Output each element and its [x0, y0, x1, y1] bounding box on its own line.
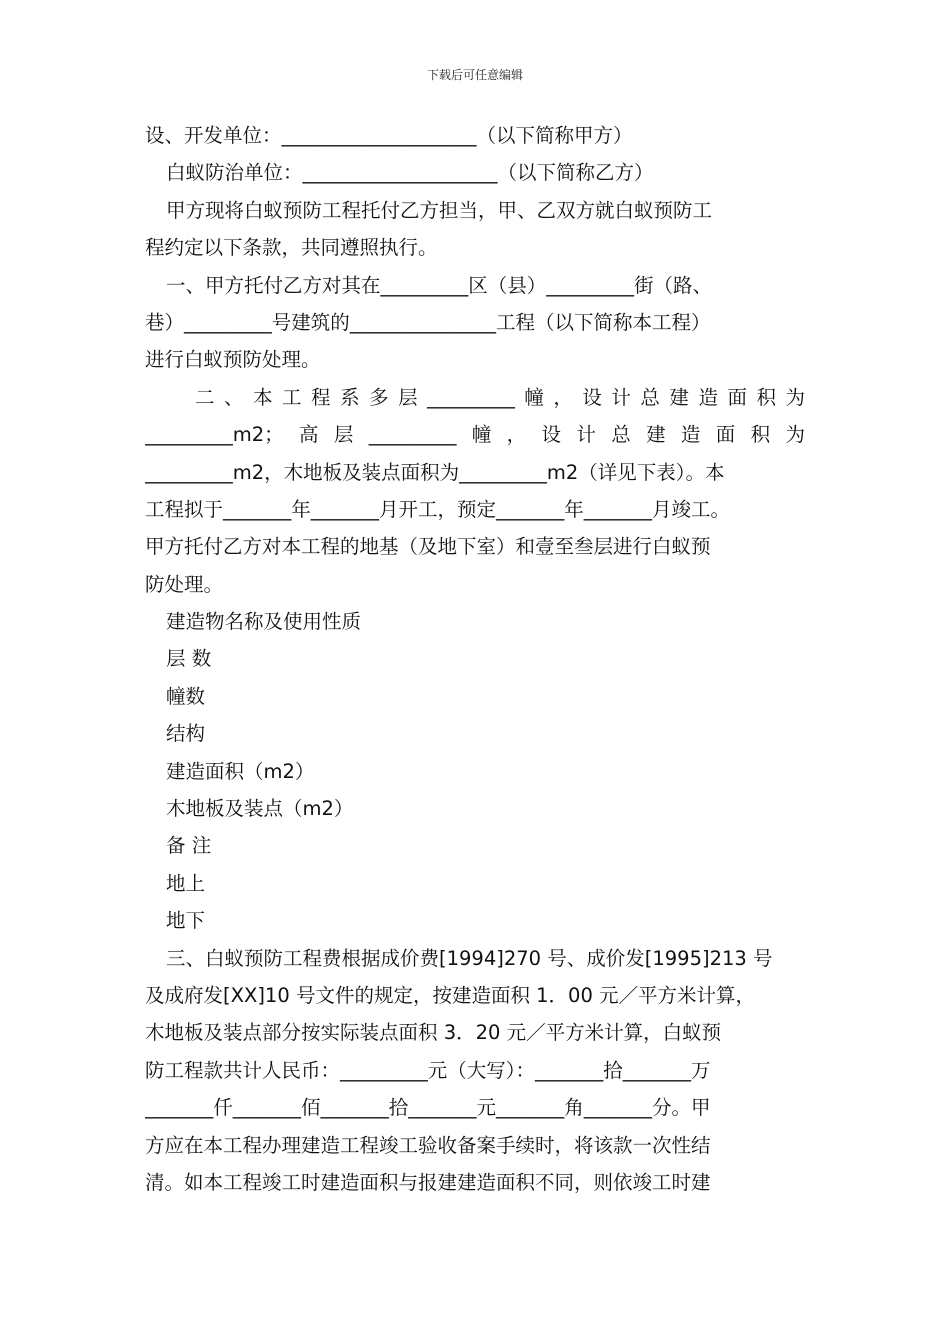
- document-line: 清。如本工程竣工时建造面积与报建建造面积不同，则依竣工时建: [145, 1170, 711, 1194]
- document-line: 工程拟于_______年_______月开工，预定_______年_______月竣工。: [145, 497, 731, 521]
- document-line: _______仟_______佰_______拾_______元_______角_______分。甲: [145, 1096, 711, 1120]
- document-line: 进行白蚁预防处理。: [145, 348, 321, 372]
- document-line: 甲方托付乙方对本工程的地基（及地下室）和壹至叁层进行白蚁预: [145, 535, 711, 559]
- document-body: [145, 117, 805, 1201]
- document-line: 建造物名称及使用性质: [166, 610, 362, 634]
- document-line: 木地板及装点部分按实际装点面积 3．20 元／平方米计算，白蚁预: [145, 1021, 722, 1045]
- document-line: 白蚁防治单位：____________________（以下简称乙方）: [166, 161, 654, 185]
- document-line: 方应在本工程办理建造工程竣工验收备案手续时，将该款一次性结: [145, 1133, 711, 1157]
- document-line: 备 注: [166, 834, 212, 858]
- document-line: 二、本工程系多层_________幢，设计总建造面积为: [195, 385, 805, 409]
- document-line: 防处理。: [145, 572, 224, 596]
- document-line: 程约定以下条款，共同遵照执行。: [145, 236, 438, 260]
- page-header: 下载后可任意编辑: [426, 68, 523, 82]
- document-line: 三、白蚁预防工程费根据成价费[1994]270 号、成价发[1995]213 号: [166, 946, 773, 970]
- document-line: 结构: [166, 722, 206, 746]
- document-line: 巷）_________号建筑的_______________工程（以下简称本工程）: [145, 310, 711, 334]
- document-line: 防工程款共计人民币：_________元（大写）：_______拾_______万: [145, 1058, 711, 1082]
- document-line: 幢数: [166, 684, 206, 708]
- document-line: 建造面积（m2）: [166, 759, 315, 783]
- document-line: 一、甲方托付乙方对其在_________区（县）_________街（路、: [166, 273, 713, 297]
- document-line: 及成府发[XX]10 号文件的规定，按建造面积 1．00 元／平方米计算，: [145, 983, 756, 1007]
- document-line: 设、开发单位：____________________（以下简称甲方）: [145, 124, 633, 147]
- document-line: 木地板及装点（m2）: [166, 797, 354, 821]
- document-line: 甲方现将白蚁预防工程托付乙方担当，甲、乙双方就白蚁预防工: [166, 198, 713, 222]
- document-line: _________m2；高层_________幢，设计总建造面积为: [145, 423, 805, 447]
- document-line: _________m2，木地板及装点面积为_________m2（详见下表）。本: [145, 460, 725, 484]
- document-line: 地上: [166, 871, 206, 895]
- document-line: 层 数: [166, 647, 212, 671]
- document-line: 地下: [166, 909, 206, 933]
